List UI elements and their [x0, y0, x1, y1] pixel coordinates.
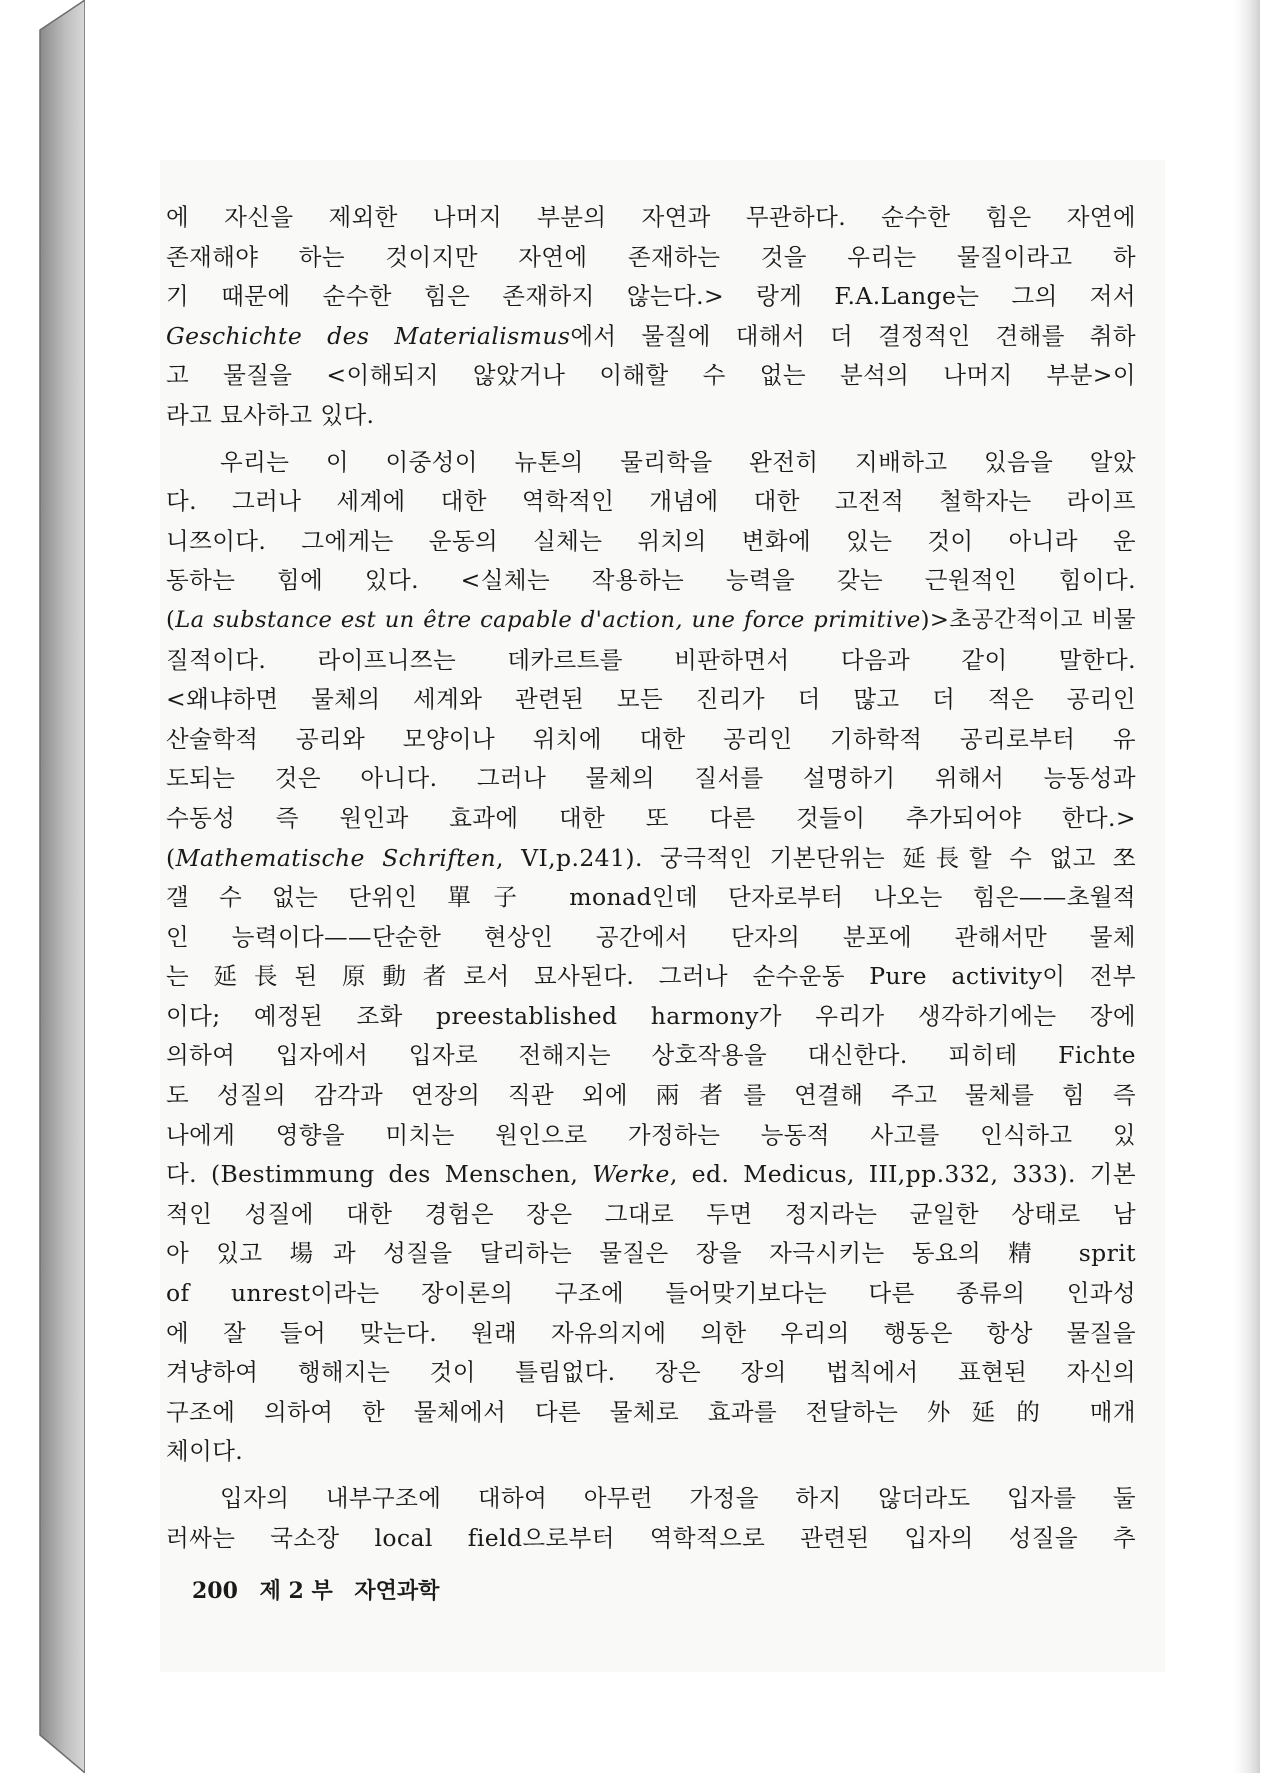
text-line: 라고 묘사하고 있다. [166, 400, 375, 429]
text-line: 갤 수 없는 단위인 單子 monad인데 단자로부터 나오는 힘은——초월적 [166, 883, 1136, 912]
text-line: 입자의 내부구조에 대하여 아무런 가정을 하지 않더라도 입자를 둘 [220, 1484, 1136, 1512]
footer-section-label: 자연과학 [354, 1578, 440, 1604]
text-line: 에 자신을 제외한 나머지 부분의 자연과 무관하다. 순수한 힘은 자연에 [166, 203, 1136, 231]
text-line: Geschichte des Materialismus에서 물질에 대해서 더 결정적인 견해를 취하 [166, 321, 1136, 350]
book-spine-edge [40, 0, 85, 1773]
body-text [166, 198, 1136, 1558]
italic-title: Werke [592, 1160, 670, 1189]
italic-title: Mathematische Schriften [175, 843, 496, 872]
text-line: 다. (Bestimmung des Menschen, Werke, ed. Medicus, III,pp.332, 333). 기본 [166, 1160, 1136, 1189]
text-line: 이다; 예정된 조화 preestablished harmony가 우리가 생각하기에는 장에 [166, 1001, 1136, 1030]
text-line: 기 때문에 순수한 힘은 존재하지 않는다.> 랑게 F.A.Lange는 그의 저서 [166, 282, 1136, 311]
text-line: 겨냥하여 행해지는 것이 틀림없다. 장은 장의 법칙에서 표현된 자신의 [166, 1358, 1136, 1387]
text-line: 도되는 것은 아니다. 그러나 물체의 질서를 설명하기 위해서 능동성과 [166, 764, 1136, 793]
page-footer [192, 1574, 453, 1605]
footer-part-label: 제 2 부 [259, 1578, 333, 1604]
italic-title: Geschichte des Materialismus [166, 321, 571, 350]
text-line: 의하여 입자에서 입자로 전해지는 상호작용을 대신한다. 피히테 Fichte [166, 1041, 1136, 1070]
text-line: 고 물질을 <이해되지 않았거나 이해할 수 없는 분석의 나머지 부분>이 [166, 361, 1136, 390]
text-line: 인 능력이다——단순한 현상인 공간에서 단자의 분포에 관해서만 물체 [166, 922, 1136, 951]
text-line: 에 잘 들어 맞는다. 원래 자유의지에 의한 우리의 행동은 항상 물질을 [166, 1318, 1136, 1347]
text-line: 러싸는 국소장 local field으로부터 역학적으로 관련된 입자의 성질을 추 [166, 1523, 1136, 1552]
text-line: 존재해야 하는 것이지만 자연에 존재하는 것을 우리는 물질이라고 하 [166, 242, 1136, 271]
text-line: 질적이다. 라이프니쯔는 데카르트를 비판하면서 다음과 같이 말한다. [166, 645, 1136, 674]
text-line: 구조에 의하여 한 물체에서 다른 물체로 효과를 전달하는 外延的 매개 [166, 1397, 1136, 1426]
text-line: 도 성질의 감각과 연장의 직관 외에 兩者를 연결해 주고 물체를 힘 즉 [166, 1081, 1136, 1110]
text-line: 산술학적 공리와 모양이나 위치에 대한 공리인 기하학적 공리로부터 유 [166, 724, 1136, 753]
text-line: 니쯔이다. 그에게는 운동의 실체는 위치의 변화에 있는 것이 아니라 운 [166, 526, 1136, 555]
text-line: (Mathematische Schriften, VI,p.241). 궁극적인 기본단위는 延長할 수 없고 쪼 [166, 843, 1136, 872]
text-line: 는 延長된 原動者로서 묘사된다. 그러나 순수운동 Pure activity이 전부 [166, 962, 1136, 991]
text-line: of unrest이라는 장이론의 구조에 들어맞기보다는 다른 종류의 인과성 [166, 1279, 1136, 1308]
text-line: (La substance est un être capable d'action, une force primitive)>초공간적이고 비물 [166, 606, 1136, 633]
text-line: 다. 그러나 세계에 대한 역학적인 개념에 대한 고전적 철학자는 라이프 [166, 487, 1136, 516]
text-line: 적인 성질에 대한 경험은 장은 그대로 두면 정지라는 균일한 상태로 남 [166, 1199, 1136, 1228]
text-line: 체이다. [166, 1437, 244, 1466]
text-line: 동하는 힘에 있다. <실체는 작용하는 능력을 갖는 근원적인 힘이다. [166, 566, 1136, 595]
text-line: 나에게 영향을 미치는 원인으로 가정하는 능동적 사고를 인식하고 있 [166, 1120, 1136, 1149]
text-line: 우리는 이 이중성이 뉴톤의 물리학을 완전히 지배하고 있음을 알았 [220, 447, 1136, 476]
italic-title: La substance est un être capable d'action, une force primitive [175, 606, 921, 633]
page-number: 200 [192, 1578, 238, 1604]
text-line: <왜냐하면 물체의 세계와 관련된 모든 진리가 더 많고 더 적은 공리인 [166, 685, 1136, 714]
page-right-shadow [1228, 0, 1260, 1773]
text-line: 아 있고 場과 성질을 달리하는 물질은 장을 자극시키는 동요의 精 sprit [166, 1239, 1136, 1268]
text-line: 수동성 즉 원인과 효과에 대한 또 다른 것들이 추가되어야 한다.> [166, 803, 1136, 832]
